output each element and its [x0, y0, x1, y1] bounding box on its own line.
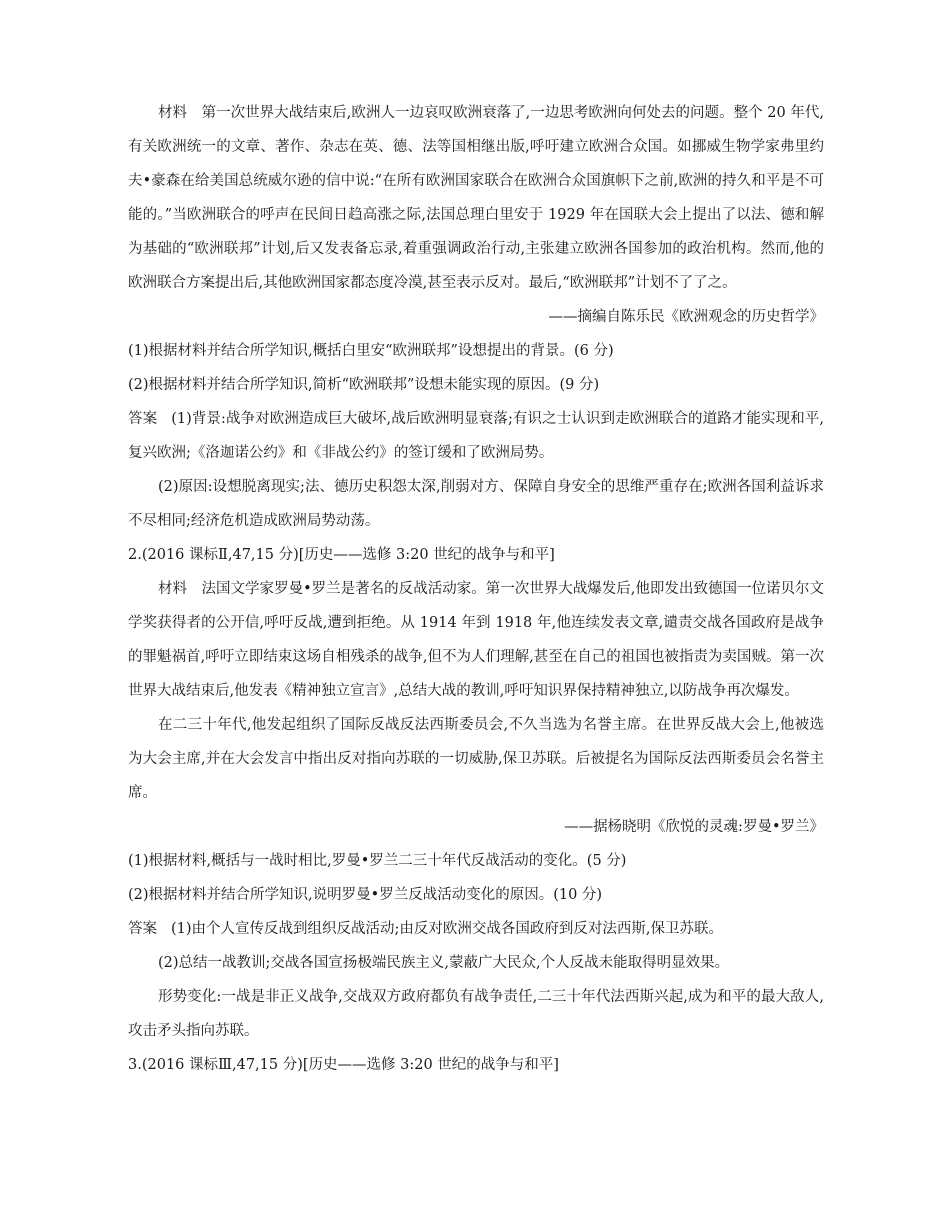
- answer-text: (1)背景:战争对欧洲造成巨大破坏,战后欧洲明显衰落;有识之士认识到走欧洲联合的道路才能实现和平,复兴欧洲;《洛迦诺公约》和《非战公约》的签订缓和了欧洲局势。: [128, 411, 824, 461]
- question-header-2: 2.(2016 课标Ⅱ,47,15 分)[历史——选修 3:20 世纪的战争与和平]: [128, 547, 555, 563]
- answer-1: [128, 912, 824, 946]
- answer-2: (2)总结一战教训;交战各国宣扬极端民族主义,蒙蔽广大民众,个人反战未能取得明显效果。: [158, 955, 730, 971]
- document-page: [128, 96, 824, 1082]
- material-label: 材料: [158, 581, 188, 597]
- question-2: (2)根据材料并结合所学知识,说明罗曼•罗兰反战活动变化的原因。(10 分): [128, 887, 603, 903]
- question-1: (1)根据材料并结合所学知识,概括白里安“欧洲联邦”设想提出的背景。(6 分): [128, 343, 614, 359]
- answer-text: (1)由个人宣传反战到组织反战活动;由反对欧洲交战各国政府到反对法西斯,保卫苏联。: [171, 921, 724, 937]
- material-paragraph-2b: 在二三十年代,他发起组织了国际反战反法西斯委员会,不久当选为名誉主席。在世界反战大会上,他被选为大会主席,并在大会发言中指出反对指向苏联的一切威胁,保卫苏联。后被提名为国际反法西斯委员会名誉主席。: [128, 717, 824, 801]
- answer-2: (2)原因:设想脱离现实;法、德历史积怨太深,削弱对方、保障自身安全的思维严重存在;欧洲各国利益诉求不尽相同;经济危机造成欧洲局势动荡。: [128, 479, 824, 529]
- source-citation: ——摘编自陈乐民《欧洲观念的历史哲学》: [548, 309, 824, 325]
- source-citation: ——据杨晓明《欣悦的灵魂:罗曼•罗兰》: [564, 819, 824, 835]
- question-header-3: 3.(2016 课标Ⅲ,47,15 分)[历史——选修 3:20 世纪的战争与和平]: [128, 1057, 559, 1073]
- answer-label: 答案: [128, 921, 157, 937]
- answer-1: [128, 402, 824, 470]
- material-paragraph-1: [128, 96, 824, 300]
- material-paragraph-2a: [128, 572, 824, 708]
- question-2: (2)根据材料并结合所学知识,简析“欧洲联邦”设想未能实现的原因。(9 分): [128, 377, 600, 393]
- material-label: 材料: [158, 105, 188, 121]
- answer-3: 形势变化:一战是非正义战争,交战双方政府都负有战争责任,二三十年代法西斯兴起,成为和平的最大敌人,攻击矛头指向苏联。: [128, 989, 824, 1039]
- material-text: 第一次世界大战结束后,欧洲人一边哀叹欧洲衰落了,一边思考欧洲向何处去的问题。整个 20 年代,有关欧洲统一的文章、著作、杂志在英、德、法等国相继出版,呼吁建立欧洲合众国。如挪威生物学家弗里约夫•豪森在给美国总统威尔逊的信中说:“在所有欧洲国家联合在欧洲合众国旗帜下之前,欧洲的持久和平是不可能的。”当欧洲联合的呼声在民间日趋高涨之际,法国总理白里安于 1929 年在国联大会上提出了以法、德和解为基础的“欧洲联邦”计划,后又发表备忘录,着重强调政治行动,主张建立欧洲各国参加的政治机构。然而,他的欧洲联合方案提出后,其他欧洲国家都态度冷漠,甚至表示反对。最后,“欧洲联邦”计划不了了之。: [128, 105, 825, 291]
- material-text: 法国文学家罗曼•罗兰是著名的反战活动家。第一次世界大战爆发后,他即发出致德国一位诺贝尔文学奖获得者的公开信,呼吁反战,遭到拒绝。从 1914 年到 1918 年,他连续发表文章,谴责交战各国政府是战争的罪魁祸首,呼吁立即结束这场自相残杀的战争,但不为人们理解,甚至在自己的祖国也被指责为卖国贼。第一次世界大战结束后,他发表《精神独立宣言》,总结大战的教训,呼吁知识界保持精神独立,以防战争再次爆发。: [128, 581, 824, 699]
- answer-label: 答案: [128, 411, 158, 427]
- question-1: (1)根据材料,概括与一战时相比,罗曼•罗兰二三十年代反战活动的变化。(5 分): [128, 853, 627, 869]
